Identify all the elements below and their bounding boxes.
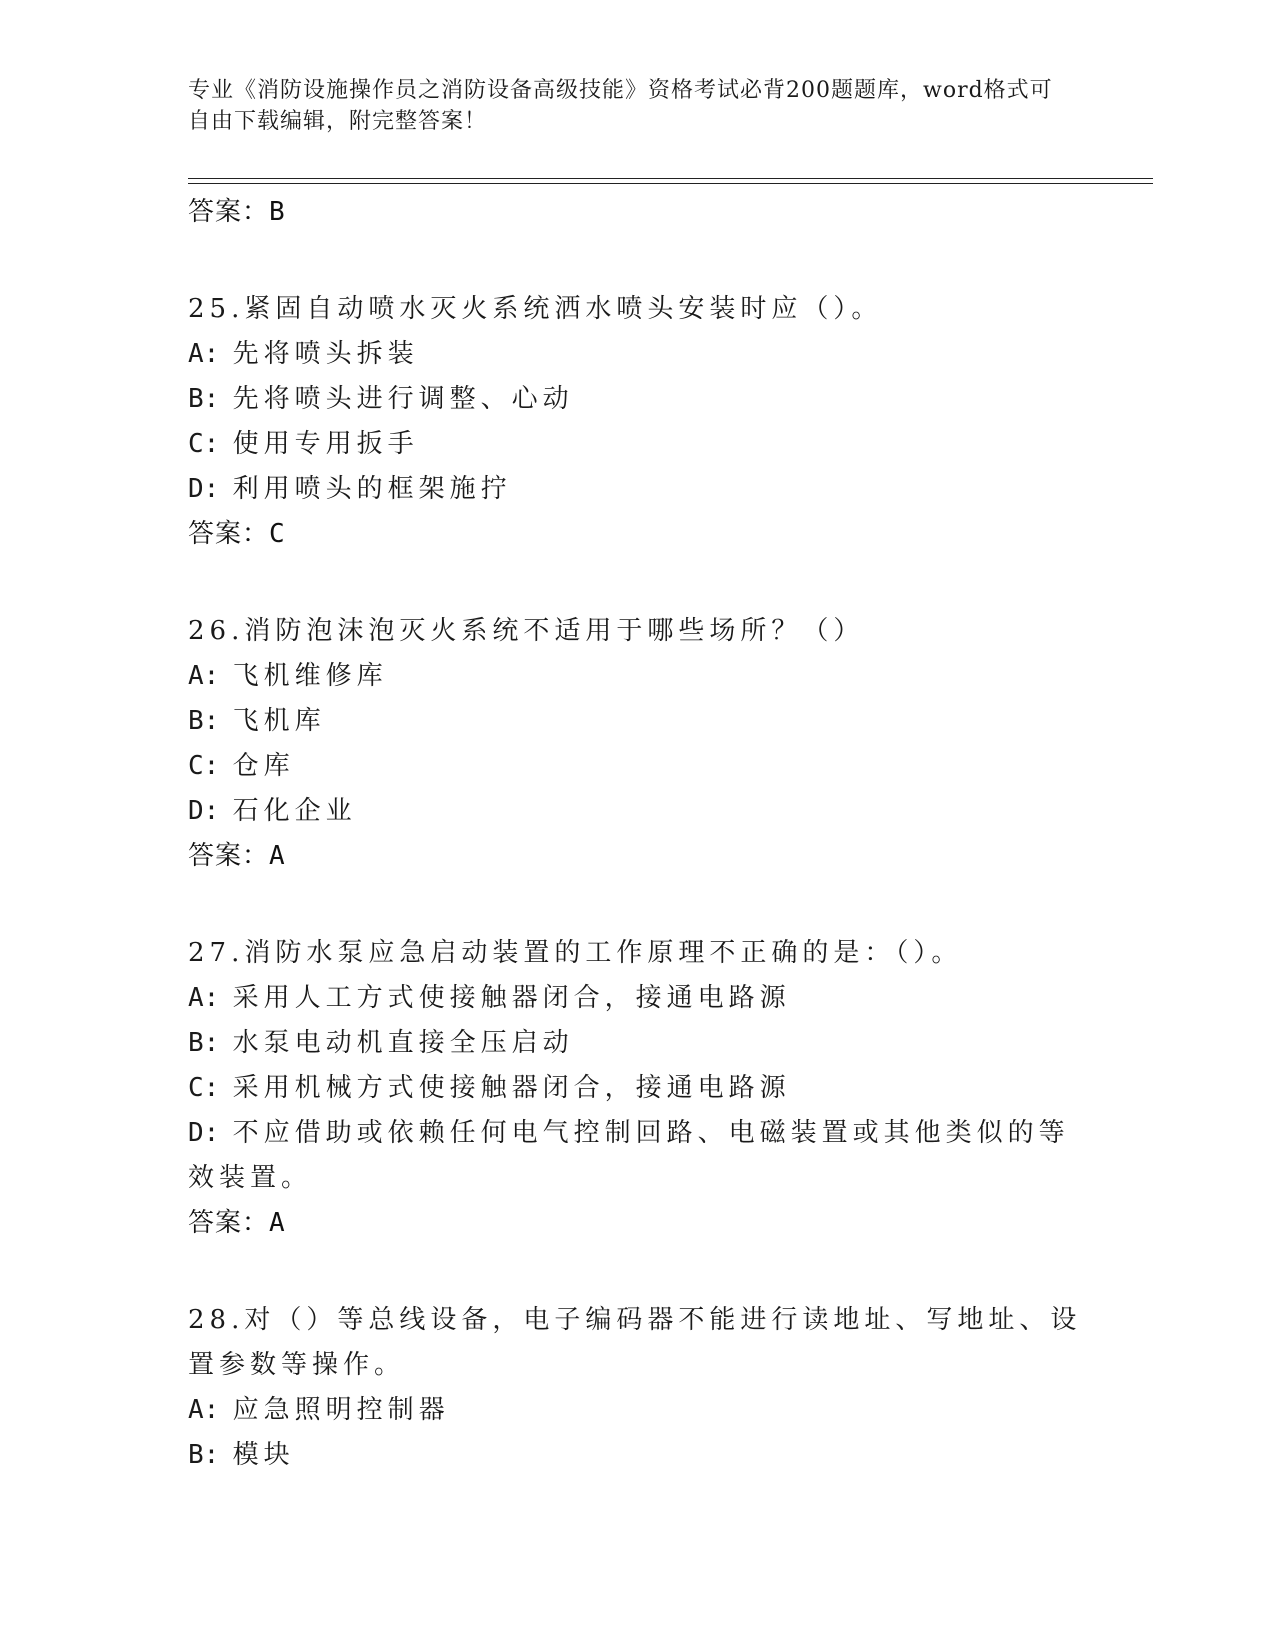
answer-value: C xyxy=(269,519,286,549)
option-text: 仓库 xyxy=(232,751,295,781)
option-text: 飞机库 xyxy=(232,706,326,736)
option-a xyxy=(188,332,1088,377)
option-text: 石化企业 xyxy=(232,796,357,826)
option-text: 利用喷头的框架施拧 xyxy=(232,474,512,504)
question-26 xyxy=(188,609,1088,876)
option-b xyxy=(188,699,1088,744)
question-27 xyxy=(188,931,1088,1243)
option-text: 模块 xyxy=(232,1440,295,1470)
answer-label: 答案： xyxy=(188,197,270,227)
answer-value: A xyxy=(269,841,286,871)
question-25 xyxy=(188,287,1088,554)
option-c xyxy=(188,422,1088,467)
option-text: 飞机维修库 xyxy=(232,661,388,691)
answer-value: B xyxy=(269,197,286,227)
option-a xyxy=(188,1388,1088,1433)
question-text: 26.消防泡沫泡灭火系统不适用于哪些场所？（） xyxy=(188,616,865,646)
answer-label: 答案： xyxy=(188,841,270,871)
option-letter: B: xyxy=(188,706,220,736)
option-a xyxy=(188,654,1088,699)
question-28 xyxy=(188,1298,1088,1478)
question-text: 25.紧固自动喷水灭火系统洒水喷头安装时应（）。 xyxy=(188,294,883,324)
option-d xyxy=(188,789,1088,834)
document-header: 专业《消防设施操作员之消防设备高级技能》资格考试必背200题题库，word格式可自由下载编辑，附完整答案！ xyxy=(188,78,1053,134)
option-letter: A: xyxy=(188,1395,220,1425)
question-text: 28.对（）等总线设备，电子编码器不能进行读地址、写地址、设置参数等操作。 xyxy=(188,1305,1082,1380)
header-rule-top xyxy=(188,178,1153,179)
option-d xyxy=(188,1111,1088,1201)
option-text: 先将喷头拆装 xyxy=(232,339,419,369)
answer-line xyxy=(188,1203,1088,1243)
option-letter: B: xyxy=(188,1440,220,1470)
option-b xyxy=(188,1021,1088,1066)
option-text: 先将喷头进行调整、心动 xyxy=(232,384,574,414)
option-text: 不应借助或依赖任何电气控制回路、电磁装置或其他类似的等效装置。 xyxy=(188,1118,1070,1193)
option-c xyxy=(188,1066,1088,1111)
option-text: 使用专用扳手 xyxy=(232,429,419,459)
option-d xyxy=(188,467,1088,512)
option-letter: A: xyxy=(188,339,220,369)
answer-line xyxy=(188,836,1088,876)
option-c xyxy=(188,744,1088,789)
answer-line xyxy=(188,514,1088,554)
option-text: 应急照明控制器 xyxy=(232,1395,450,1425)
header-rule-bottom xyxy=(188,183,1153,184)
option-a xyxy=(188,976,1088,1021)
option-letter: D: xyxy=(188,474,220,504)
option-letter: C: xyxy=(188,429,220,459)
option-letter: C: xyxy=(188,1073,220,1103)
answer-label: 答案： xyxy=(188,1208,270,1238)
option-letter: D: xyxy=(188,796,220,826)
answer-line xyxy=(188,192,1088,232)
question-text: 27.消防水泵应急启动装置的工作原理不正确的是：（）。 xyxy=(188,938,963,968)
option-letter: B: xyxy=(188,1028,220,1058)
option-letter: A: xyxy=(188,983,220,1013)
option-b xyxy=(188,377,1088,422)
answer-value: A xyxy=(269,1208,286,1238)
option-letter: C: xyxy=(188,751,220,781)
option-letter: D: xyxy=(188,1118,220,1148)
option-letter: A: xyxy=(188,661,220,691)
question-list xyxy=(188,192,1088,1478)
option-text: 采用人工方式使接触器闭合，接通电路源 xyxy=(232,983,791,1013)
option-text: 采用机械方式使接触器闭合，接通电路源 xyxy=(232,1073,791,1103)
option-b xyxy=(188,1433,1088,1478)
option-letter: B: xyxy=(188,384,220,414)
answer-label: 答案： xyxy=(188,519,270,549)
option-text: 水泵电动机直接全压启动 xyxy=(232,1028,574,1058)
